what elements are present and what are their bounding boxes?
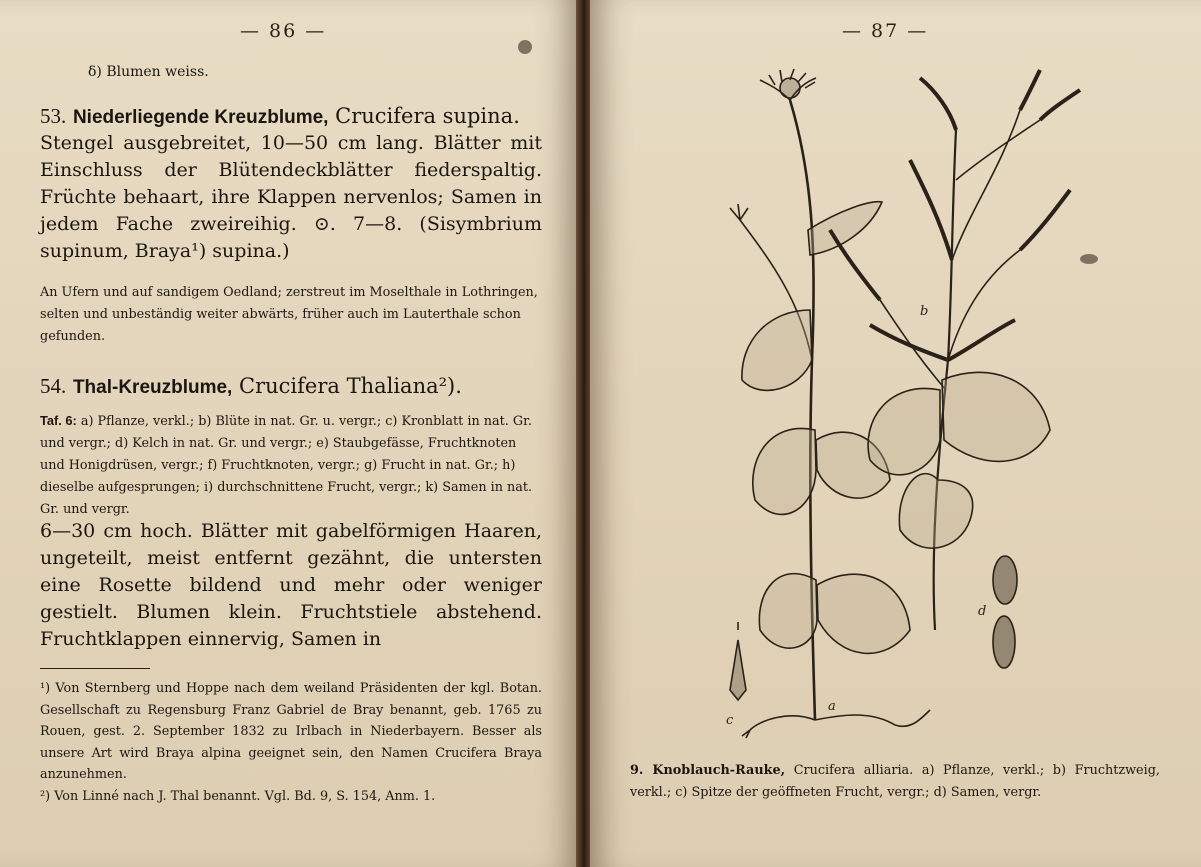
- page-number-left: — 86 —: [240, 20, 327, 42]
- figure-label-d: d: [978, 604, 987, 619]
- entry-53-description: Stengel ausgebreitet, 10—50 cm lang. Blätter mit Einschluss der Blütendeckblätter fiederspaltig. Früchte behaart, ihre Klappen nervenlos; Samen in jedem Fache zweireihig. ⊙. 7—8. (Sisymbrium supinum, Braya¹) supina.): [40, 132, 542, 262]
- left-page: [0, 0, 578, 867]
- ink-blot: [518, 40, 532, 54]
- entry-53-distribution: An Ufern und auf sandigem Oedland; zerstreut im Moselthale in Lothringen, selten und unbeständig weiter abwärts, früher auch im Lauterthale schon gefunden.: [40, 285, 538, 344]
- plate-description: a) Pflanze, verkl.; b) Blüte in nat. Gr. u. vergr.; c) Kronblatt in nat. Gr. und vergr.; d) Kelch in nat. Gr. und vergr.; e) Staubgefässe, Fruchtknoten und Honigdrüsen, vergr.; f) Fruchtknoten, vergr.; g) Frucht in nat. Gr.; h) dieselbe aufgesprungen; i) durchschnittene Frucht, vergr.; k) Samen in nat. Gr. und vergr.: [40, 414, 533, 517]
- page-number-right: — 87 —: [842, 20, 929, 42]
- figure-label-a: a: [828, 699, 836, 714]
- figure-label-c: c: [726, 713, 734, 728]
- botanical-illustration: [720, 60, 1160, 740]
- entry-54-number: 54.: [40, 374, 67, 398]
- figure-caption: [630, 760, 1160, 804]
- caption-text: Crucifera alliaria. a) Pflanze, verkl.; b) Fruchtzweig, verkl.; c) Spitze der geöffneten Frucht, vergr.; d) Samen, vergr.: [630, 763, 1160, 800]
- footnote-1: ¹) Von Sternberg und Hoppe nach dem weiland Präsidenten der kgl. Botan. Gesellschaft zu Regensburg Franz Gabriel de Bray benannt, geb. 1765 zu Rouen, gest. 2. September 1832 zu Irlbach in Niederbayern. Besser als unsere Art wird Braya alpina geeignet sein, den Namen Crucifera Braya anzunehmen.: [40, 681, 542, 782]
- figure-label-b: b: [920, 304, 929, 319]
- footnote-divider: [40, 668, 150, 669]
- entry-54-heading: [40, 372, 542, 402]
- entry-54-plate-note: [40, 410, 542, 521]
- entry-54-description: 6—30 cm hoch. Blätter mit gabelförmigen Haaren, ungeteilt, meist entfernt gezähnt, die untersten eine Rosette bildend und mehr oder weniger gestielt. Blumen klein. Fruchtstiele abstehend. Fruchtklappen einnervig, Samen in: [40, 520, 542, 650]
- caption-title: 9. Knoblauch-Rauke,: [630, 763, 786, 778]
- entry-53-heading: [40, 102, 542, 132]
- plate-reference: Taf. 6:: [40, 413, 77, 428]
- entry-54-latin-name: Crucifera Thaliana²).: [239, 374, 462, 398]
- footnote-2: ²) Von Linné nach J. Thal benannt. Vgl. Bd. 9, S. 154, Anm. 1.: [40, 788, 436, 804]
- footnotes: [40, 678, 542, 807]
- entry-54-german-name: Thal-Kreuzblume,: [72, 377, 233, 398]
- entry-53-latin-name: Crucifera supina.: [335, 104, 520, 128]
- entry-53-german-name: Niederliegende Kreuzblume,: [72, 107, 329, 128]
- section-lead: δ) Blumen weiss.: [88, 64, 209, 80]
- entry-53-number: 53.: [40, 104, 67, 128]
- right-page: [590, 0, 1201, 867]
